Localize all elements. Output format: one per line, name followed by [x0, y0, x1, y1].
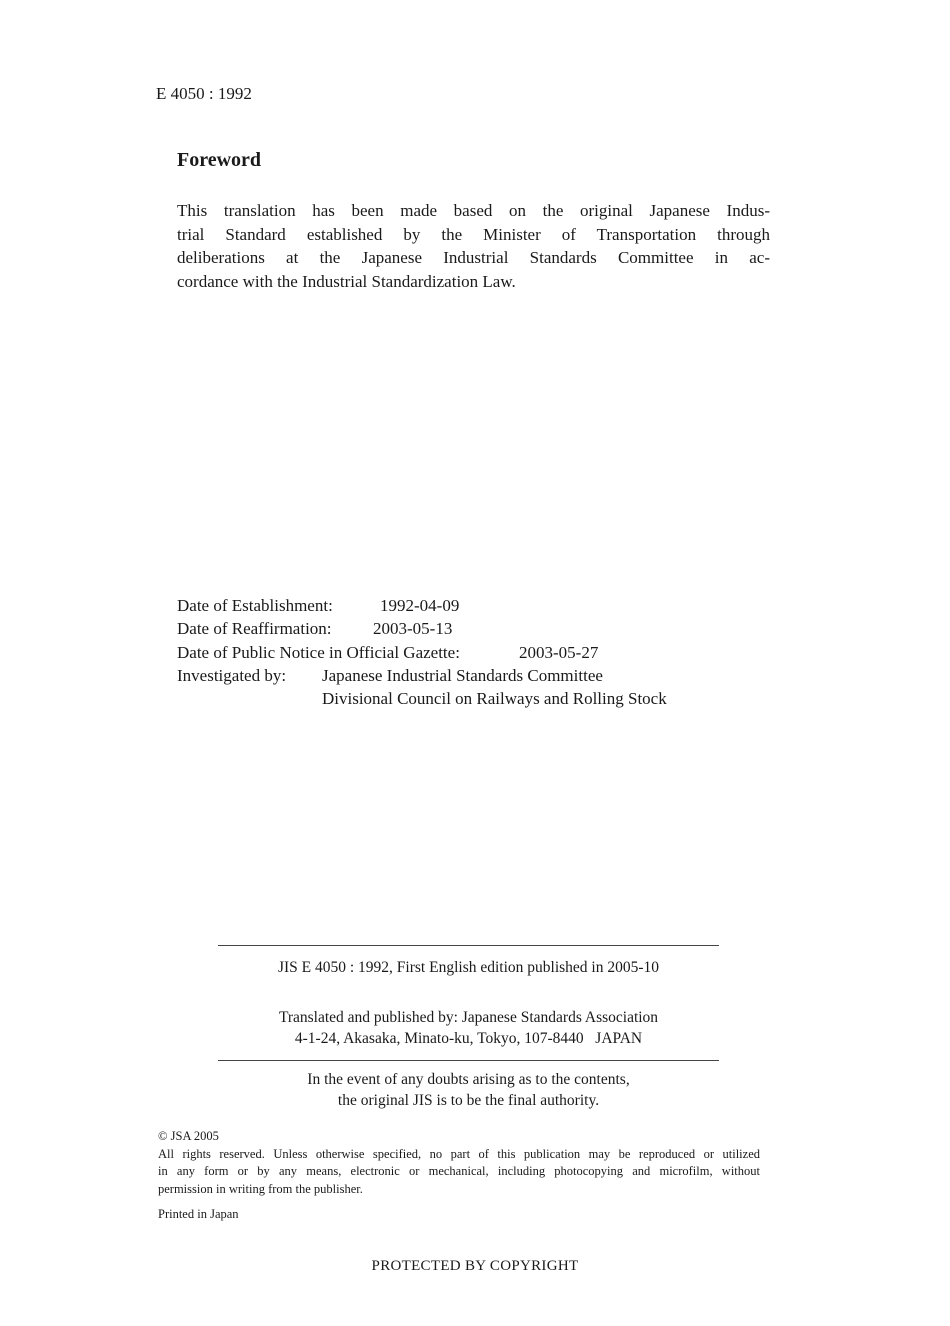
establishment-date-value: 1992-04-09 — [380, 596, 460, 615]
edition-info: JIS E 4050 : 1992, First English edition published in 2005-10 — [277, 959, 660, 976]
authority-note — [218, 1069, 719, 1111]
foreword-line: cordance with the Industrial Standardization Law. — [177, 271, 516, 291]
publisher-info — [218, 1007, 719, 1049]
copyright-notice: © JSA 2005 — [158, 1129, 219, 1143]
investigated-by-label: Investigated by: — [177, 666, 287, 685]
rights-line: permission in writing from the publisher. — [158, 1181, 363, 1196]
foreword-body — [177, 199, 770, 293]
public-notice-date-value: 2003-05-27 — [519, 643, 599, 662]
foreword-line: deliberations at the Japanese Industrial Standards Committee in ac- — [177, 248, 770, 267]
reaffirmation-date-label: Date of Reaffirmation: — [177, 619, 332, 638]
foreword-line: trial Standard established by the Minister of Transportation through — [177, 224, 770, 244]
authority-note-line: the original JIS is to be the final authority. — [337, 1092, 600, 1109]
copyright-block — [158, 1128, 760, 1198]
printed-in: Printed in Japan — [158, 1207, 239, 1221]
protected-by-copyright-footer: PROTECTED BY COPYRIGHT — [371, 1258, 579, 1274]
reaffirmation-date-value: 2003-05-13 — [373, 619, 453, 638]
publisher-name: Translated and published by: Japanese Standards Association — [278, 1009, 659, 1026]
rights-line: in any form or by any means, electronic or mechanical, including photocopying and microfilm, without — [158, 1164, 760, 1178]
publisher-address: 4-1-24, Akasaka, Minato-ku, Tokyo, 107-8440 JAPAN — [294, 1030, 643, 1047]
investigated-by-value: Japanese Industrial Standards Committee — [322, 666, 603, 685]
investigated-by-council: Divisional Council on Railways and Rolling Stock — [322, 689, 667, 708]
establishment-date-label: Date of Establishment: — [177, 596, 333, 615]
divider-top — [218, 945, 719, 946]
rights-line: All rights reserved. Unless otherwise specified, no part of this publication may be reproduced or utilized — [158, 1146, 760, 1161]
foreword-heading: Foreword — [177, 149, 262, 171]
public-notice-date-label: Date of Public Notice in Official Gazette: — [177, 643, 460, 662]
document-id: E 4050 : 1992 — [156, 84, 252, 103]
divider-bottom — [218, 1060, 719, 1061]
authority-note-line: In the event of any doubts arising as to the contents, — [307, 1071, 630, 1088]
foreword-line: This translation has been made based on the original Japanese Indus- — [177, 201, 770, 220]
